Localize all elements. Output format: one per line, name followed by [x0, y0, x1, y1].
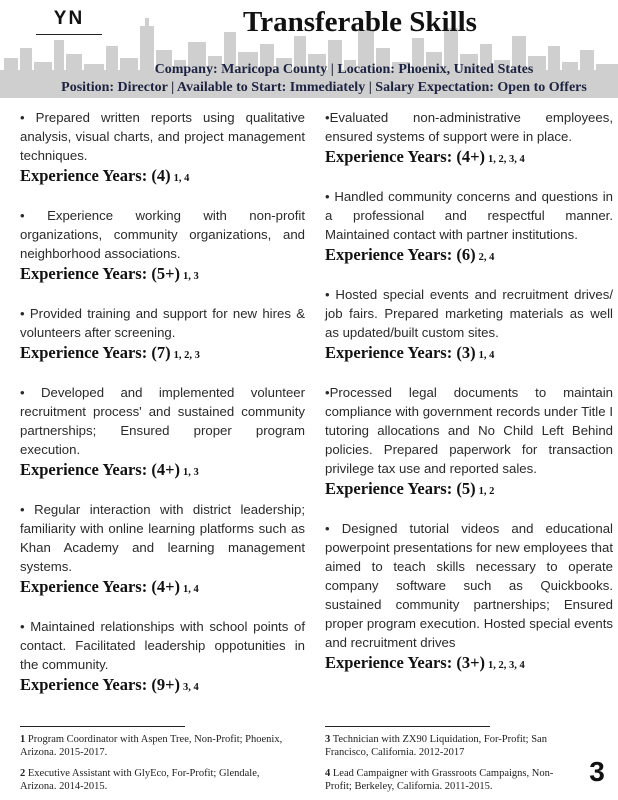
footnote — [325, 734, 570, 759]
footnote-text: Executive Assistant with GlyEco, For-Profit; Glendale, Arizona. 2014-2015. — [20, 768, 260, 792]
experience-label: Experience Years: (6) — [325, 245, 476, 264]
footnote-number: 1 — [20, 734, 26, 745]
footnote-refs: 1, 2, 3, 4 — [488, 154, 525, 165]
experience-label: Experience Years: (4) — [20, 166, 171, 185]
footnote-refs: 1, 3 — [183, 467, 199, 478]
experience-label: Experience Years: (4+) — [20, 460, 180, 479]
footnote-divider-left — [20, 726, 185, 727]
experience-label: Experience Years: (9+) — [20, 675, 180, 694]
position-line: Position: Director | Available to Start: Immediately | Salary Expectation: Open to Offers — [61, 80, 587, 95]
company-line: Company: Maricopa County | Location: Phoenix, United States — [154, 62, 534, 77]
skill-entry — [20, 206, 305, 288]
footnote-text: Technician with ZX90 Liquidation, For-Profit; San Francisco, California. 2012-2017 — [325, 734, 547, 758]
skill-entry — [20, 500, 305, 601]
experience-label: Experience Years: (3+) — [325, 653, 485, 672]
footnote — [20, 734, 300, 759]
experience-years — [20, 263, 305, 288]
footnote-refs: 2, 4 — [478, 252, 495, 263]
skill-description: • Developed and implemented volunteer recruitment process' and sustained community partnerships; Ensured proper program execution. — [20, 385, 305, 457]
experience-label: Experience Years: (3) — [325, 343, 476, 362]
page-title: Transferable Skills — [243, 6, 477, 38]
footnote-refs: 1, 4 — [183, 584, 199, 595]
skill-entry — [325, 519, 613, 677]
skill-entry — [20, 108, 305, 190]
skill-description: • Prepared written reports using qualitative analysis, visual charts, and project management techniques. — [20, 110, 305, 163]
footnote-refs: 3, 4 — [183, 682, 199, 693]
footnote-refs: 1, 2, 3, 4 — [488, 660, 525, 671]
skill-entry — [20, 617, 305, 699]
skill-entry — [20, 304, 305, 367]
skill-description: • Provided training and support for new hires & volunteers after screening. — [20, 306, 305, 340]
skill-description: • Hosted special events and recruitment drives/ job fairs. Prepared marketing materials as well as updated/built custom sites. — [325, 287, 613, 340]
experience-label: Experience Years: (7) — [20, 343, 171, 362]
skill-entry — [325, 108, 613, 171]
logo-initials: YN — [53, 8, 85, 29]
skill-description: • Maintained relationships with school points of contact. Facilitated leadership oppotunities in the community. — [20, 619, 305, 672]
footnote-refs: 1, 2, 3 — [173, 350, 200, 361]
skill-entry — [325, 285, 613, 367]
footnote-text: Lead Campaigner with Grassroots Campaigns, Non-Profit; Berkeley, California. 2011-2015. — [325, 768, 554, 792]
skill-description: •Evaluated non-administrative employees, ensured systems of support were in place. — [325, 110, 613, 144]
skill-description: • Experience working with non-profit organizations, community organizations, and neighborhood associations. — [20, 208, 305, 261]
experience-label: Experience Years: (5) — [325, 479, 476, 498]
experience-years — [325, 478, 613, 503]
skill-description: • Designed tutorial videos and educational powerpoint presentations for new employees that aimed to teach skills necessary to operate company software such as Quickbooks. sustained community partnerships; Ensured proper program execution. Hosted special events and recruitment drives — [325, 521, 613, 650]
footnote-refs: 1, 4 — [173, 173, 190, 184]
experience-years — [325, 652, 613, 677]
skill-entry — [325, 383, 613, 503]
skill-entry — [325, 187, 613, 269]
footnote-number: 4 — [325, 768, 331, 779]
experience-years — [20, 165, 305, 190]
page-number: 3 — [589, 756, 605, 787]
experience-years — [20, 342, 305, 367]
footnote-divider-right — [325, 726, 490, 727]
footnote-text: Program Coordinator with Aspen Tree, Non-Profit; Phoenix, Arizona. 2015-2017. — [20, 734, 283, 758]
left-column — [20, 108, 305, 715]
experience-years — [325, 342, 613, 367]
logo-underline — [36, 34, 102, 35]
experience-years — [325, 146, 613, 171]
skill-description: •Processed legal documents to maintain compliance with government records under Title I tutoring allocations and No Child Left Behind policies. Prepared paperwork for transaction privilege tax use and reported sales. — [325, 385, 613, 476]
footnote-refs: 1, 3 — [183, 271, 199, 282]
experience-label: Experience Years: (4+) — [325, 147, 485, 166]
experience-years — [20, 459, 305, 484]
experience-label: Experience Years: (5+) — [20, 264, 180, 283]
experience-label: Experience Years: (4+) — [20, 577, 180, 596]
footnote — [325, 768, 575, 793]
footnote-refs: 1, 2 — [478, 486, 495, 497]
experience-years — [325, 244, 613, 269]
right-column — [325, 108, 613, 693]
skill-description: • Handled community concerns and questions in a professional and respectful manner. Maintained contact with partner institutions. — [325, 189, 613, 242]
experience-years — [20, 576, 305, 601]
footnote — [20, 768, 280, 793]
footnote-number: 3 — [325, 734, 331, 745]
experience-years — [20, 674, 305, 699]
footnote-refs: 1, 4 — [478, 350, 495, 361]
skill-description: • Regular interaction with district leadership; familiarity with online learning platforms such as Khan Academy and learning management systems. — [20, 502, 305, 574]
footnote-number: 2 — [20, 768, 26, 779]
skill-entry — [20, 383, 305, 484]
page-header — [0, 0, 618, 98]
